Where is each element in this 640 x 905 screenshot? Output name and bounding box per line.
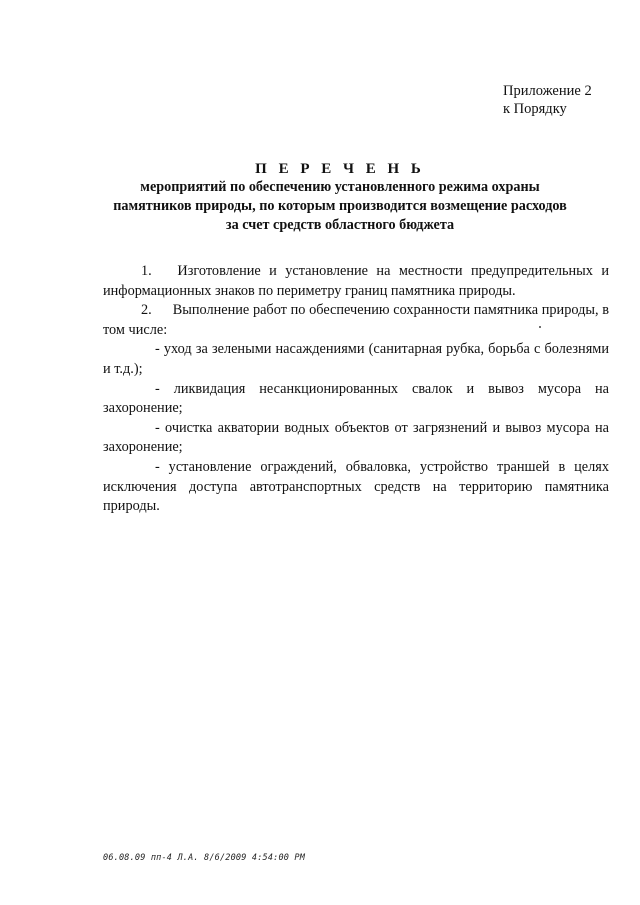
footer-stamp: 06.08.09 пп-4 Л.А. 8/6/2009 4:54:00 PM (103, 853, 306, 863)
title-subtitle-line-3: за счет средств областного бюджета (225, 217, 455, 233)
item-number: 1. (141, 263, 152, 279)
title-heading: П Е Р Е Ч Е Н Ь (255, 161, 425, 177)
title-subtitle-line-2: памятников природы, по которым производится возмещение расходов (113, 198, 567, 214)
sub-item: - очистка акватории водных объектов от загрязнений и вывоз мусора на захоронение; (103, 419, 609, 456)
scan-speck (539, 326, 541, 328)
sub-item: - уход за зелеными насаждениями (санитарная рубка, борьба с болезнями и т.д.); (103, 341, 609, 377)
title-subtitle-line-1: мероприятий по обеспечению установленного режима охраны (140, 179, 540, 195)
list-item (103, 301, 609, 340)
appendix-line-2: к Порядку (503, 101, 567, 117)
document-body (103, 262, 609, 517)
sub-item: - установление ограждений, обваловка, устройство траншей в целях исключения доступа автотранспортных средств на территорию памятника природы. (103, 458, 609, 515)
item-text: Изготовление и установление на местности предупредительных и информационных знаков по периметру границ памятника природы. (103, 263, 609, 299)
sub-item: - ликвидация несанкционированных свалок и вывоз мусора на захоронение; (103, 380, 609, 417)
document-title (80, 160, 600, 235)
item-text: Выполнение работ по обеспечению сохранности памятника природы, в том числе: (103, 302, 609, 338)
appendix-line-1: Приложение 2 (503, 83, 592, 99)
item-number: 2. (141, 302, 152, 319)
appendix-reference (503, 82, 592, 118)
list-item (103, 262, 609, 301)
